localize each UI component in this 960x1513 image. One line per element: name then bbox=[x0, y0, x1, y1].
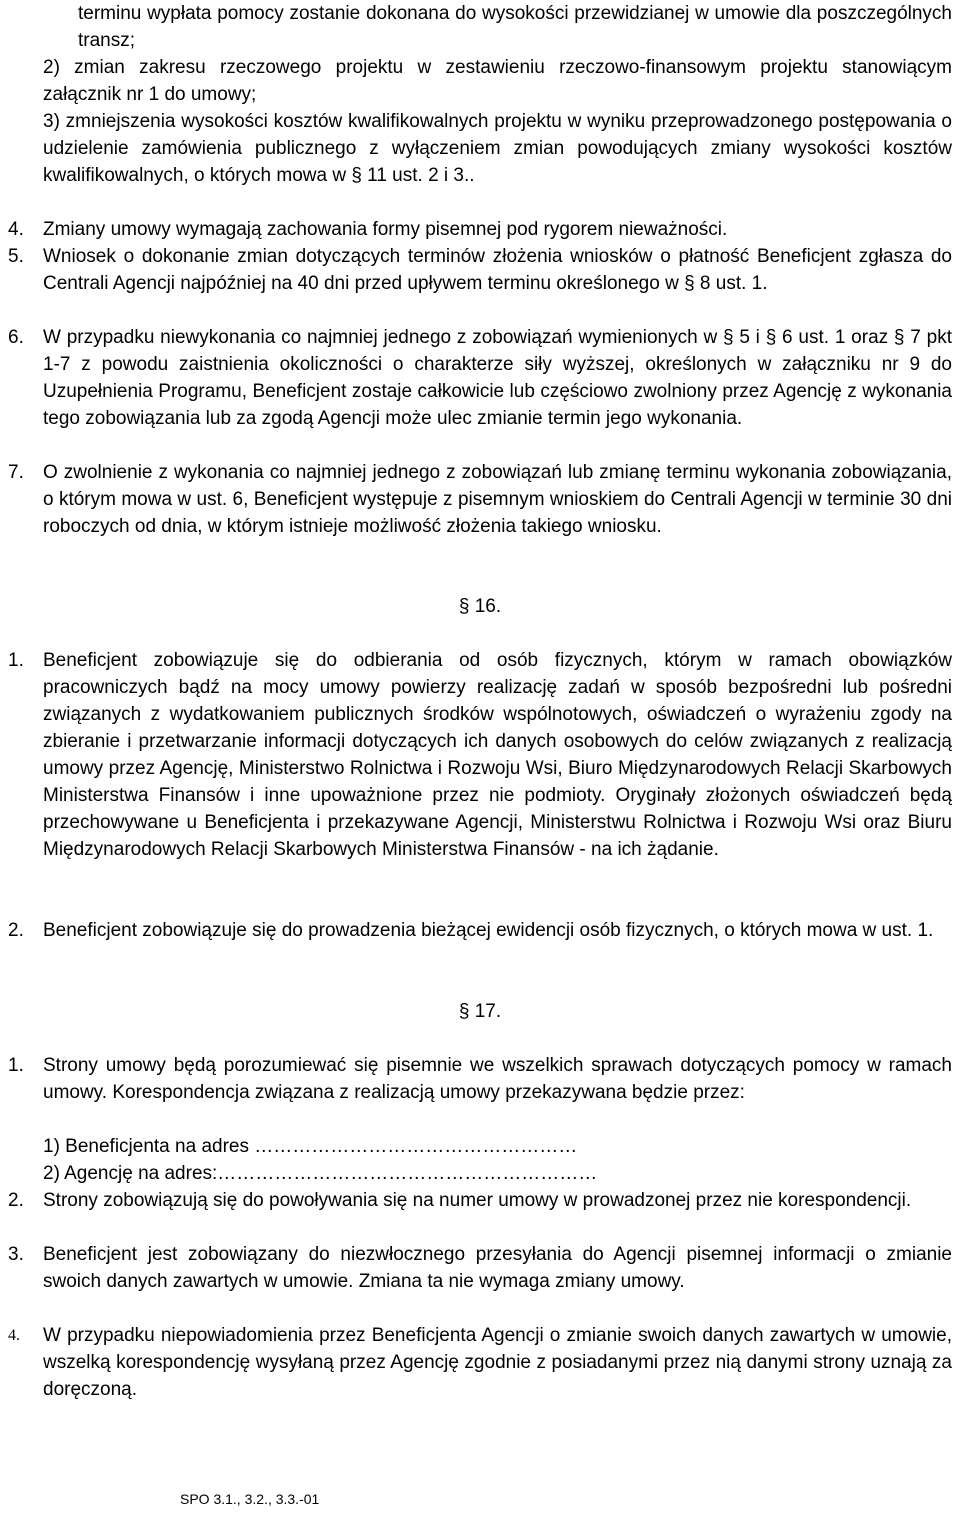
paragraph-number: 6. bbox=[8, 327, 24, 348]
section-title-17: § 17. bbox=[458, 1001, 502, 1022]
paragraph-continuation: terminu wypłata pomocy zostanie dokonana do wysokości przewidzianej w umowie dla poszczególnych transz; bbox=[78, 3, 952, 51]
paragraph-4: Zmiany umowy wymagają zachowania formy pisemnej pod rygorem nieważności. bbox=[43, 219, 728, 240]
paragraph-number: 5. bbox=[8, 246, 24, 267]
section-title-16: § 16. bbox=[458, 596, 502, 617]
section17-paragraph-2: Strony zobowiązują się do powoływania się na numer umowy w prowadzonej przez nie korespondencji. bbox=[43, 1190, 912, 1211]
section17-subitem-2: 2) Agencję na adres:…………………………………………………… bbox=[43, 1163, 598, 1184]
paragraph-number: 1. bbox=[8, 650, 24, 671]
paragraph-number: 2. bbox=[8, 1190, 24, 1211]
section17-paragraph-3: Beneficjent jest zobowiązany do niezwłocznego przesyłania do Agencji pisemnej informacji o zmianie swoich danych zawartych w umowie. Zmiana ta nie wymaga zmiany umowy. bbox=[43, 1244, 952, 1292]
paragraph-5: Wniosek o dokonanie zmian dotyczących terminów złożenia wniosków o płatność Beneficjent zgłasza do Centrali Agencji najpóźniej na 40 dni przed upływem terminu określonego w § 8 ust. 1. bbox=[43, 246, 952, 294]
paragraph-7: O zwolnienie z wykonania co najmniej jednego z zobowiązań lub zmianę terminu wykonania zobowiązania, o którym mowa w ust. 6, Beneficjent występuje z pisemnym wnioskiem do Centrali Agencji w terminie 30 dni roboczych od dnia, w którym istnieje możliwość złożenia takiego wniosku. bbox=[43, 462, 952, 537]
list-item-3: 3) zmniejszenia wysokości kosztów kwalifikowalnych projektu w wyniku przeprowadzonego postępowania o udzielenie zamówienia publicznego z wyłączeniem zmian powodujących zmiany wysokości kosztów kwalifikowalnych, o których mowa w § 11 ust. 2 i 3.. bbox=[43, 111, 952, 186]
paragraph-number: 4. bbox=[8, 219, 24, 240]
paragraph-number: 1. bbox=[8, 1055, 24, 1076]
list-item-2: 2) zmian zakresu rzeczowego projektu w zestawieniu rzeczowo-finansowym projektu stanowiącym załącznik nr 1 do umowy; bbox=[43, 57, 952, 105]
paragraph-number: 3. bbox=[8, 1244, 24, 1265]
section16-paragraph-2: Beneficjent zobowiązuje się do prowadzenia bieżącej ewidencji osób fizycznych, o których mowa w ust. 1. bbox=[43, 920, 934, 941]
section17-subitem-1: 1) Beneficjenta na adres …………………………………………… bbox=[43, 1136, 578, 1157]
paragraph-number: 7. bbox=[8, 462, 24, 483]
paragraph-6: W przypadku niewykonania co najmniej jednego z zobowiązań wymienionych w § 5 i § 6 ust. 1 oraz § 7 pkt 1-7 z powodu zaistnienia okoliczności o charakterze siły wyższej, określonych w załączniku nr 9 do Uzupełnienia Programu, Beneficjent zostaje całkowicie lub częściowo zwolniony przez Agencję z wykonania tego zobowiązania lub za zgodą Agencji może ulec zmianie termin jego wykonania. bbox=[43, 327, 952, 429]
paragraph-number: 2. bbox=[8, 920, 24, 941]
paragraph-number: 4. bbox=[8, 1327, 20, 1344]
section17-paragraph-1: Strony umowy będą porozumiewać się pisemnie we wszelkich sprawach dotyczących pomocy w ramach umowy. Korespondencja związana z realizacją umowy przekazywana będzie przez: bbox=[43, 1055, 952, 1103]
section17-paragraph-4: W przypadku niepowiadomienia przez Beneficjenta Agencji o zmianie swoich danych zawartych w umowie, wszelką korespondencję wysyłaną przez Agencję zgodnie z posiadanymi przez nią danymi strony uznają za doręczoną. bbox=[43, 1325, 952, 1400]
page-footer: SPO 3.1., 3.2., 3.3.-01 bbox=[180, 1491, 320, 1507]
section16-paragraph-1: Beneficjent zobowiązuje się do odbierania od osób fizycznych, którym w ramach obowiązków pracowniczych bądź na mocy umowy powierzy realizację zadań w sposób bezpośredni lub pośredni związanych z wydatkowaniem publicznych środków wspólnotowych, oświadczeń o wyrażeniu zgody na zbieranie i przetwarzanie informacji dotyczących ich danych osobowych do celów związanych z realizacją umowy przez Agencję, Ministerstwo Rolnictwa i Rozwoju Wsi, Biuro Międzynarodowych Relacji Skarbowych Ministerstwa Finansów i inne upoważnione przez nie podmioty. Oryginały złożonych oświadczeń będą przechowywane u Beneficjenta i przekazywane Agencji, Ministerstwu Rolnictwa i Rozwoju Wsi oraz Biuru Międzynarodowych Relacji Skarbowych Ministerstwa Finansów - na ich żądanie. bbox=[43, 650, 952, 860]
